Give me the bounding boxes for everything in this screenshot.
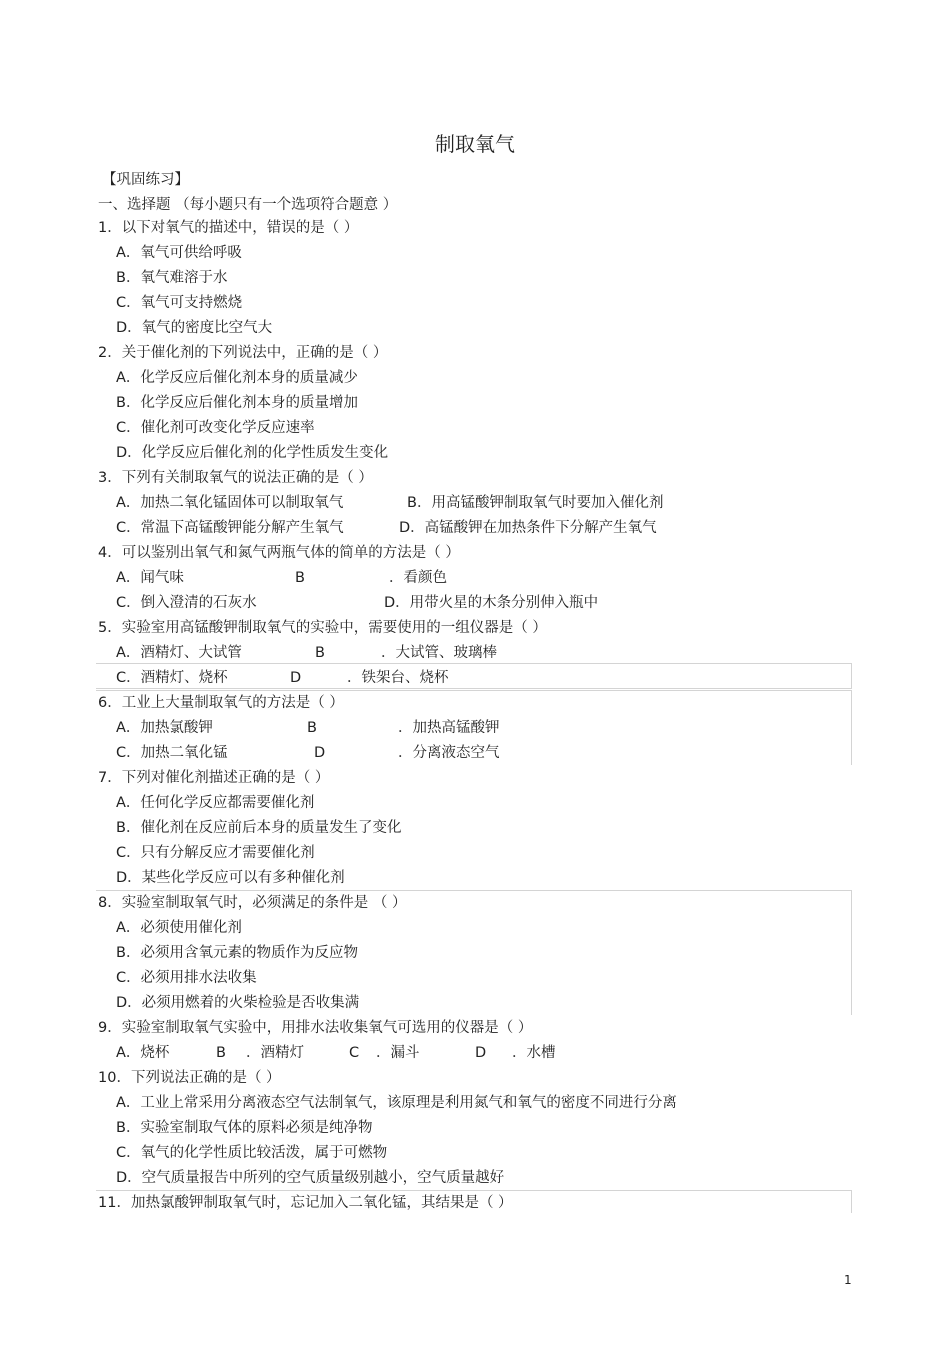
question-6-option-d-letter: D <box>314 745 326 761</box>
question-7-option-b: B．催化剂在反应前后本身的质量发生了变化 <box>116 820 402 836</box>
question-1-stem: 1．以下对氧气的描述中，错误的是（ ） <box>98 220 359 236</box>
question-8-option-b: B．必须用含氧元素的物质作为反应物 <box>116 945 358 961</box>
question-9-option-d-letter: D <box>475 1045 487 1061</box>
question-4-option-b-letter: B <box>295 570 305 586</box>
question-8-option-a: A．必须使用催化剂 <box>116 920 242 936</box>
question-2-stem: 2．关于催化剂的下列说法中，正确的是（ ） <box>98 345 388 361</box>
question-10-option-c: C．氧气的化学性质比较活泼，属于可燃物 <box>116 1145 388 1161</box>
question-5-option-d-letter: D <box>290 670 302 686</box>
question-7-stem: 7．下列对催化剂描述正确的是（ ） <box>98 770 330 786</box>
question-2-option-d: D．化学反应后催化剂的化学性质发生变化 <box>116 445 389 461</box>
question-1-option-c: C．氧气可支持燃烧 <box>116 295 243 311</box>
question-5-option-c: C．酒精灯、烧杯 <box>116 670 228 686</box>
question-4-stem: 4．可以鉴别出氧气和氮气两瓶气体的简单的方法是（ ） <box>98 545 460 561</box>
question-5-option-d-text: ．铁架台、烧杯 <box>347 670 449 686</box>
question-9-option-c-letter: C <box>349 1045 360 1061</box>
question-6-option-c: C．加热二氧化锰 <box>116 745 228 761</box>
question-3-option-a: A．加热二氧化锰固体可以制取氧气 <box>116 495 344 511</box>
question-7-option-a: A．任何化学反应都需要催化剂 <box>116 795 315 811</box>
question-1-option-d: D．氧气的密度比空气大 <box>116 320 273 336</box>
question-7-option-c: C．只有分解反应才需要催化剂 <box>116 845 315 861</box>
question-7-option-d: D．某些化学反应可以有多种催化剂 <box>116 870 345 886</box>
question-9-option-d-text: ．水槽 <box>512 1045 556 1061</box>
question-10-option-d: D．空气质量报告中所列的空气质量级别越小，空气质量越好 <box>116 1170 505 1186</box>
question-3-option-c: C．常温下高锰酸钾能分解产生氧气 <box>116 520 344 536</box>
question-2-option-a: A．化学反应后催化剂本身的质量减少 <box>116 370 358 386</box>
question-2-option-b: B．化学反应后催化剂本身的质量增加 <box>116 395 358 411</box>
question-3-option-d: D．高锰酸钾在加热条件下分解产生氧气 <box>399 520 657 536</box>
question-1-option-b: B．氧气难溶于水 <box>116 270 228 286</box>
question-5-stem: 5．实验室用高锰酸钾制取氧气的实验中，需要使用的一组仪器是（ ） <box>98 620 547 636</box>
question-6-option-b-letter: B <box>307 720 317 736</box>
question-8-option-c: C．必须用排水法收集 <box>116 970 257 986</box>
question-6-stem: 6．工业上大量制取氧气的方法是（ ） <box>98 695 344 711</box>
question-4-option-c: C．倒入澄清的石灰水 <box>116 595 257 611</box>
question-5-option-b-letter: B <box>315 645 325 661</box>
question-11-stem: 11．加热氯酸钾制取氧气时，忘记加入二氧化锰，其结果是（ ） <box>98 1195 513 1211</box>
question-9-stem: 9．实验室制取氧气实验中，用排水法收集氧气可选用的仪器是（ ） <box>98 1020 533 1036</box>
question-9-option-b-text: ．酒精灯 <box>246 1045 304 1061</box>
question-9-option-a: A．烧杯 <box>116 1045 170 1061</box>
question-3-stem: 3．下列有关制取氧气的说法正确的是（ ） <box>98 470 373 486</box>
question-6-option-b-text: ．加热高锰酸钾 <box>398 720 500 736</box>
question-4-option-d: D．用带火星的木条分别伸入瓶中 <box>384 595 599 611</box>
question-9-option-b-letter: B <box>216 1045 226 1061</box>
question-10-stem: 10．下列说法正确的是（ ） <box>98 1070 281 1086</box>
question-1-option-a: A．氧气可供给呼吸 <box>116 245 242 261</box>
question-5-option-b-text: ．大试管、玻璃棒 <box>381 645 497 661</box>
question-3-option-b: B．用高锰酸钾制取氧气时要加入催化剂 <box>407 495 664 511</box>
question-8-stem: 8．实验室制取氧气时，必须满足的条件是 （ ） <box>98 895 407 911</box>
question-4-option-b-text: ．看颜色 <box>389 570 447 586</box>
question-8-option-d: D．必须用燃着的火柴检验是否收集满 <box>116 995 360 1011</box>
page-title: 制取氧气 <box>435 132 515 156</box>
question-2-option-c: C．催化剂可改变化学反应速率 <box>116 420 315 436</box>
question-9-option-c-text: ．漏斗 <box>376 1045 420 1061</box>
question-6-option-d-text: ．分离液态空气 <box>398 745 500 761</box>
question-6-option-a: A．加热氯酸钾 <box>116 720 213 736</box>
section-heading: 【巩固练习】 <box>102 172 189 188</box>
question-10-option-a: A．工业上常采用分离液态空气法制氧气，该原理是利用氮气和氧气的密度不同进行分离 <box>116 1095 677 1111</box>
question-10-option-b: B．实验室制取气体的原料必须是纯净物 <box>116 1120 373 1136</box>
part-heading: 一、选择题 （每小题只有一个选项符合题意 ） <box>98 197 398 213</box>
question-4-option-a: A．闻气味 <box>116 570 184 586</box>
question-5-option-a: A．酒精灯、大试管 <box>116 645 242 661</box>
page-number: 1 <box>844 1273 852 1287</box>
